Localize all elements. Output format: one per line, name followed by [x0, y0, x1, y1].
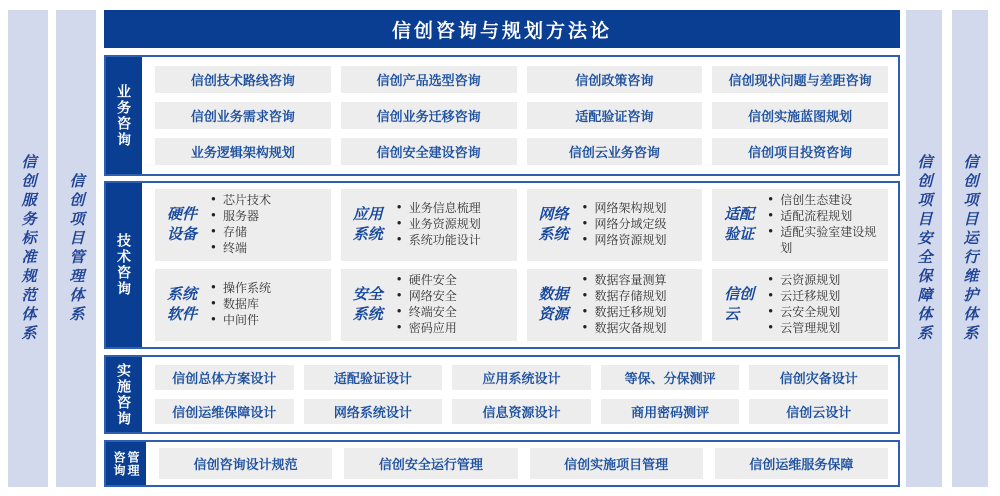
tech-card-network [527, 189, 703, 261]
management-item: 信创安全运行管理 [344, 448, 517, 479]
side-bar-security-assurance-system [906, 10, 942, 487]
section-consulting-management [104, 440, 900, 487]
business-item: 信创实施蓝图规划 [712, 102, 888, 129]
side-bar-label: 信创项目管理体系 [67, 172, 85, 325]
tech-bullet: ● 数据容量测算 [583, 273, 667, 289]
business-item: 信创项目投资咨询 [712, 138, 888, 165]
implementation-item: 商用密码测评 [601, 399, 740, 424]
tech-card-hardware [155, 189, 331, 261]
business-item: 信创技术路线咨询 [155, 66, 331, 93]
tech-card-adaptation [712, 189, 888, 261]
section-business-consulting [104, 55, 900, 176]
implementation-item: 信创云设计 [749, 399, 888, 424]
tech-card-bullets [583, 201, 667, 248]
side-bar-service-standard-system [8, 10, 48, 487]
tech-bullet: ● 网络分域定级 [583, 217, 667, 233]
tech-card-title: 数据资源 [538, 285, 569, 323]
tech-bullet: ● 信创生态建设 [768, 193, 882, 209]
section-label-text: 技术咨询 [116, 233, 132, 297]
tech-card-title: 网络系统 [538, 205, 569, 243]
section-label-technical [106, 183, 142, 347]
tech-bullet: ● 终端 [211, 241, 271, 257]
implementation-item: 等保、分保测评 [601, 365, 740, 390]
management-item: 信创咨询设计规范 [159, 448, 332, 479]
section-implementation-consulting [104, 355, 900, 434]
side-bar-label: 信创服务标准规范体系 [19, 153, 37, 344]
management-items-grid [149, 442, 898, 485]
business-item: 适配验证咨询 [527, 102, 703, 129]
management-item: 信创运维服务保障 [715, 448, 888, 479]
implementation-items-grid [145, 357, 898, 432]
business-item: 信创业务迁移咨询 [341, 102, 517, 129]
tech-card-data-resource [527, 269, 703, 341]
tech-card-title: 系统软件 [167, 285, 198, 323]
tech-card-system-software [155, 269, 331, 341]
tech-bullet: ● 存储 [211, 225, 271, 241]
management-item: 信创实施项目管理 [530, 448, 703, 479]
implementation-item: 信创总体方案设计 [155, 365, 294, 390]
implementation-item: 应用系统设计 [452, 365, 591, 390]
side-bar-label: 信创项目安全保障体系 [915, 153, 933, 344]
section-label-business [106, 57, 142, 174]
section-technical-consulting [104, 181, 900, 349]
tech-card-title: 应用系统 [352, 205, 383, 243]
business-items-grid [145, 57, 898, 174]
business-item: 信创安全建设咨询 [341, 138, 517, 165]
tech-bullet: ● 数据灾备规划 [583, 321, 667, 337]
tech-card-bullets [211, 281, 271, 328]
tech-card-xinchuang-cloud [712, 269, 888, 341]
tech-bullet: ● 云迁移规划 [768, 289, 840, 305]
tech-bullet: ● 业务信息梳理 [397, 201, 481, 217]
diagram-title: 信创咨询与规划方法论 [391, 20, 612, 42]
tech-bullet: ● 数据迁移规划 [583, 305, 667, 321]
business-item: 业务逻辑架构规划 [155, 138, 331, 165]
tech-card-title: 信创云 [724, 285, 755, 323]
tech-card-title: 安全系统 [352, 285, 383, 323]
tech-bullet: ● 网络安全 [397, 289, 457, 305]
implementation-item: 网络系统设计 [304, 399, 443, 424]
tech-card-bullets [397, 273, 457, 336]
diagram-title-bar [104, 10, 900, 48]
section-label-text: 实施咨询 [116, 362, 132, 427]
tech-bullet: ● 终端安全 [397, 305, 457, 321]
section-label-text-col1: 咨询 [112, 450, 126, 477]
tech-card-bullets [768, 193, 882, 256]
tech-bullet: ● 网络架构规划 [583, 201, 667, 217]
tech-card-title: 硬件设备 [167, 205, 198, 243]
tech-bullet: ● 业务资源规划 [397, 217, 481, 233]
implementation-item: 信创运维保障设计 [155, 399, 294, 424]
section-label-text: 业务咨询 [116, 83, 132, 148]
tech-bullet: ● 数据存储规划 [583, 289, 667, 305]
tech-bullet: ● 数据库 [211, 297, 271, 313]
tech-bullet: ● 芯片技术 [211, 193, 271, 209]
implementation-item: 信息资源设计 [452, 399, 591, 424]
business-item: 信创产品选型咨询 [341, 66, 517, 93]
business-item: 信创政策咨询 [527, 66, 703, 93]
tech-card-bullets [583, 273, 667, 336]
side-bar-label: 信创项目运行维护体系 [961, 153, 979, 344]
tech-card-bullets [211, 193, 271, 256]
tech-card-title: 适配验证 [724, 205, 755, 243]
implementation-item: 适配验证设计 [304, 365, 443, 390]
section-label-implementation [106, 357, 142, 432]
tech-bullet: ● 适配流程规划 [768, 209, 882, 225]
tech-card-application [341, 189, 517, 261]
business-item: 信创云业务咨询 [527, 138, 703, 165]
tech-card-bullets [768, 273, 840, 336]
tech-bullet: ● 系统功能设计 [397, 233, 481, 249]
section-label-management [106, 442, 146, 485]
side-bar-operation-maintenance-system [952, 10, 988, 487]
side-bar-project-management-system [56, 10, 96, 487]
tech-bullet: ● 适配实验室建设规划 [768, 225, 882, 257]
tech-bullet: ● 云管理规划 [768, 321, 840, 337]
tech-card-security [341, 269, 517, 341]
tech-bullet: ● 操作系统 [211, 281, 271, 297]
tech-bullet: ● 云资源规划 [768, 273, 840, 289]
business-item: 信创现状问题与差距咨询 [712, 66, 888, 93]
tech-bullet: ● 网络资源规划 [583, 233, 667, 249]
tech-bullet: ● 服务器 [211, 209, 271, 225]
tech-bullet: ● 云安全规划 [768, 305, 840, 321]
business-item: 信创业务需求咨询 [155, 102, 331, 129]
implementation-item: 信创灾备设计 [749, 365, 888, 390]
tech-bullet: ● 中间件 [211, 313, 271, 329]
tech-cards-grid [145, 183, 898, 347]
section-label-text-col2: 管理 [126, 450, 140, 477]
tech-card-bullets [397, 201, 481, 248]
tech-bullet: ● 密码应用 [397, 321, 457, 337]
tech-bullet: ● 硬件安全 [397, 273, 457, 289]
